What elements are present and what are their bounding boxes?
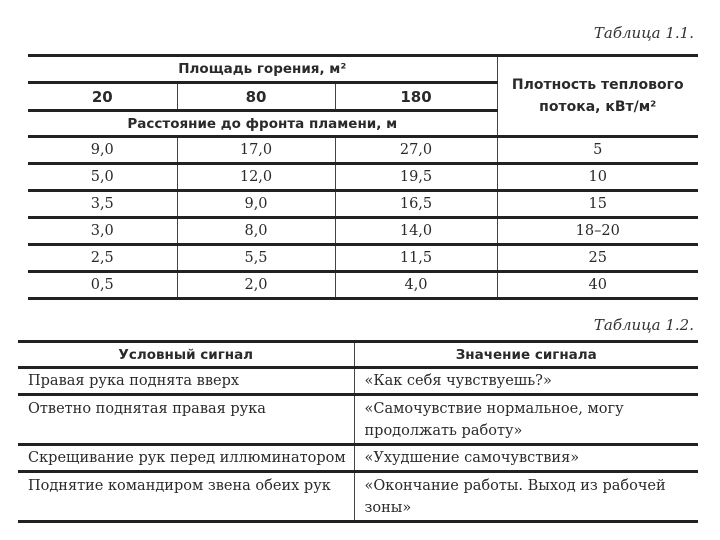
table-cell: 3,0 xyxy=(28,218,177,245)
table-cell: Поднятие командиром звена обеих рук xyxy=(18,472,354,522)
table-cell: 19,5 xyxy=(335,164,497,191)
meaning-header: Значение сигнала xyxy=(354,342,698,368)
table-cell: «Как себя чувствуешь?» xyxy=(354,368,698,395)
signals-table xyxy=(18,340,698,523)
table-cell: 14,0 xyxy=(335,218,497,245)
table-cell: 3,5 xyxy=(28,191,177,218)
distance-header: Расстояние до фронта пламени, м xyxy=(28,111,497,137)
table-cell: 9,0 xyxy=(177,191,335,218)
table-cell: 5 xyxy=(497,137,698,164)
table-cell: «Окончание работы. Выход из рабочей зоны» xyxy=(354,472,698,522)
table-cell: 17,0 xyxy=(177,137,335,164)
area-cell: 80 xyxy=(177,83,335,111)
signal-header: Условный сигнал xyxy=(18,342,354,368)
table-cell: 4,0 xyxy=(335,272,497,299)
area-cell: 20 xyxy=(28,83,177,111)
table-cell: 10 xyxy=(497,164,698,191)
table-cell: 8,0 xyxy=(177,218,335,245)
table-cell: 25 xyxy=(497,245,698,272)
area-cell: 180 xyxy=(335,83,497,111)
table-cell: «Самочувствие нормальное, могу продолжать работу» xyxy=(354,395,698,445)
table-cell: 18–20 xyxy=(497,218,698,245)
table-cell: 40 xyxy=(497,272,698,299)
area-header: Площадь горения, м² xyxy=(28,56,497,83)
table-cell: 27,0 xyxy=(335,137,497,164)
table-cell: 2,5 xyxy=(28,245,177,272)
table-cell: Скрещивание рук перед иллюминатором xyxy=(18,445,354,472)
table-cell: 16,5 xyxy=(335,191,497,218)
flux-header: Плотность теплового потока, кВт/м² xyxy=(497,56,698,137)
table-cell: 12,0 xyxy=(177,164,335,191)
table-cell: 5,5 xyxy=(177,245,335,272)
table-1-caption: Таблица 1.1. xyxy=(593,24,694,42)
table-cell: «Ухудшение самочувствия» xyxy=(354,445,698,472)
table-cell: 0,5 xyxy=(28,272,177,299)
table-cell: 9,0 xyxy=(28,137,177,164)
table-cell: 5,0 xyxy=(28,164,177,191)
table-cell: Ответно поднятая правая рука xyxy=(18,395,354,445)
table-cell: 11,5 xyxy=(335,245,497,272)
fire-distance-table xyxy=(28,54,698,300)
table-cell: 15 xyxy=(497,191,698,218)
table-2-caption: Таблица 1.2. xyxy=(593,316,694,334)
table-cell: Правая рука поднята вверх xyxy=(18,368,354,395)
table-cell: 2,0 xyxy=(177,272,335,299)
